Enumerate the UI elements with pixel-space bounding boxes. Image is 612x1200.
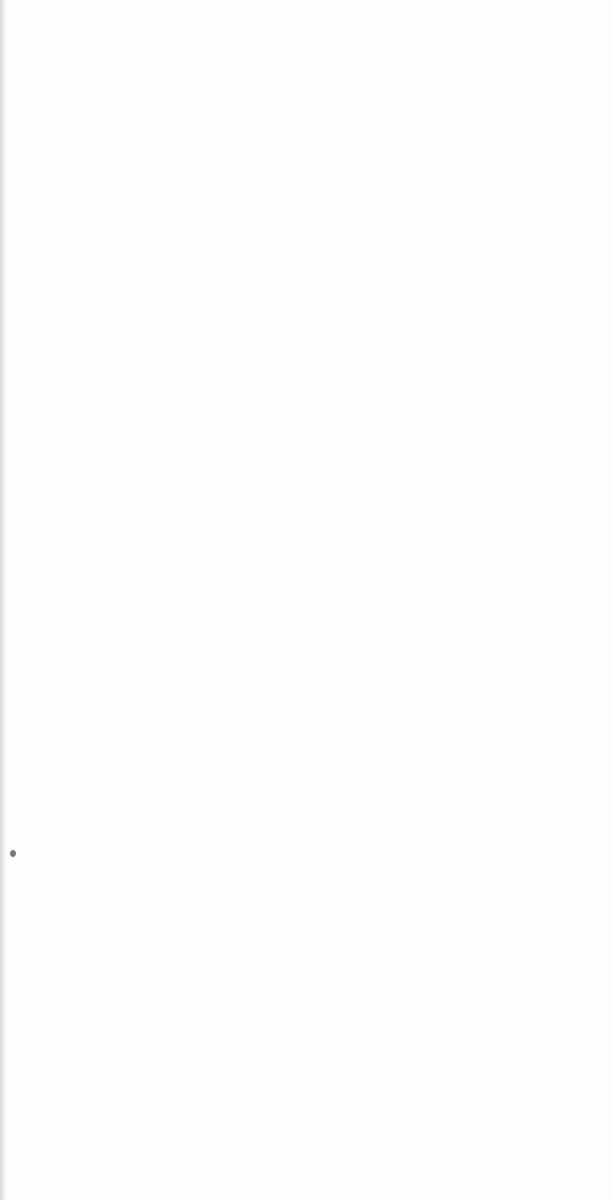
paper-speck [10, 850, 16, 857]
page-edge-shadow [0, 0, 6, 1200]
